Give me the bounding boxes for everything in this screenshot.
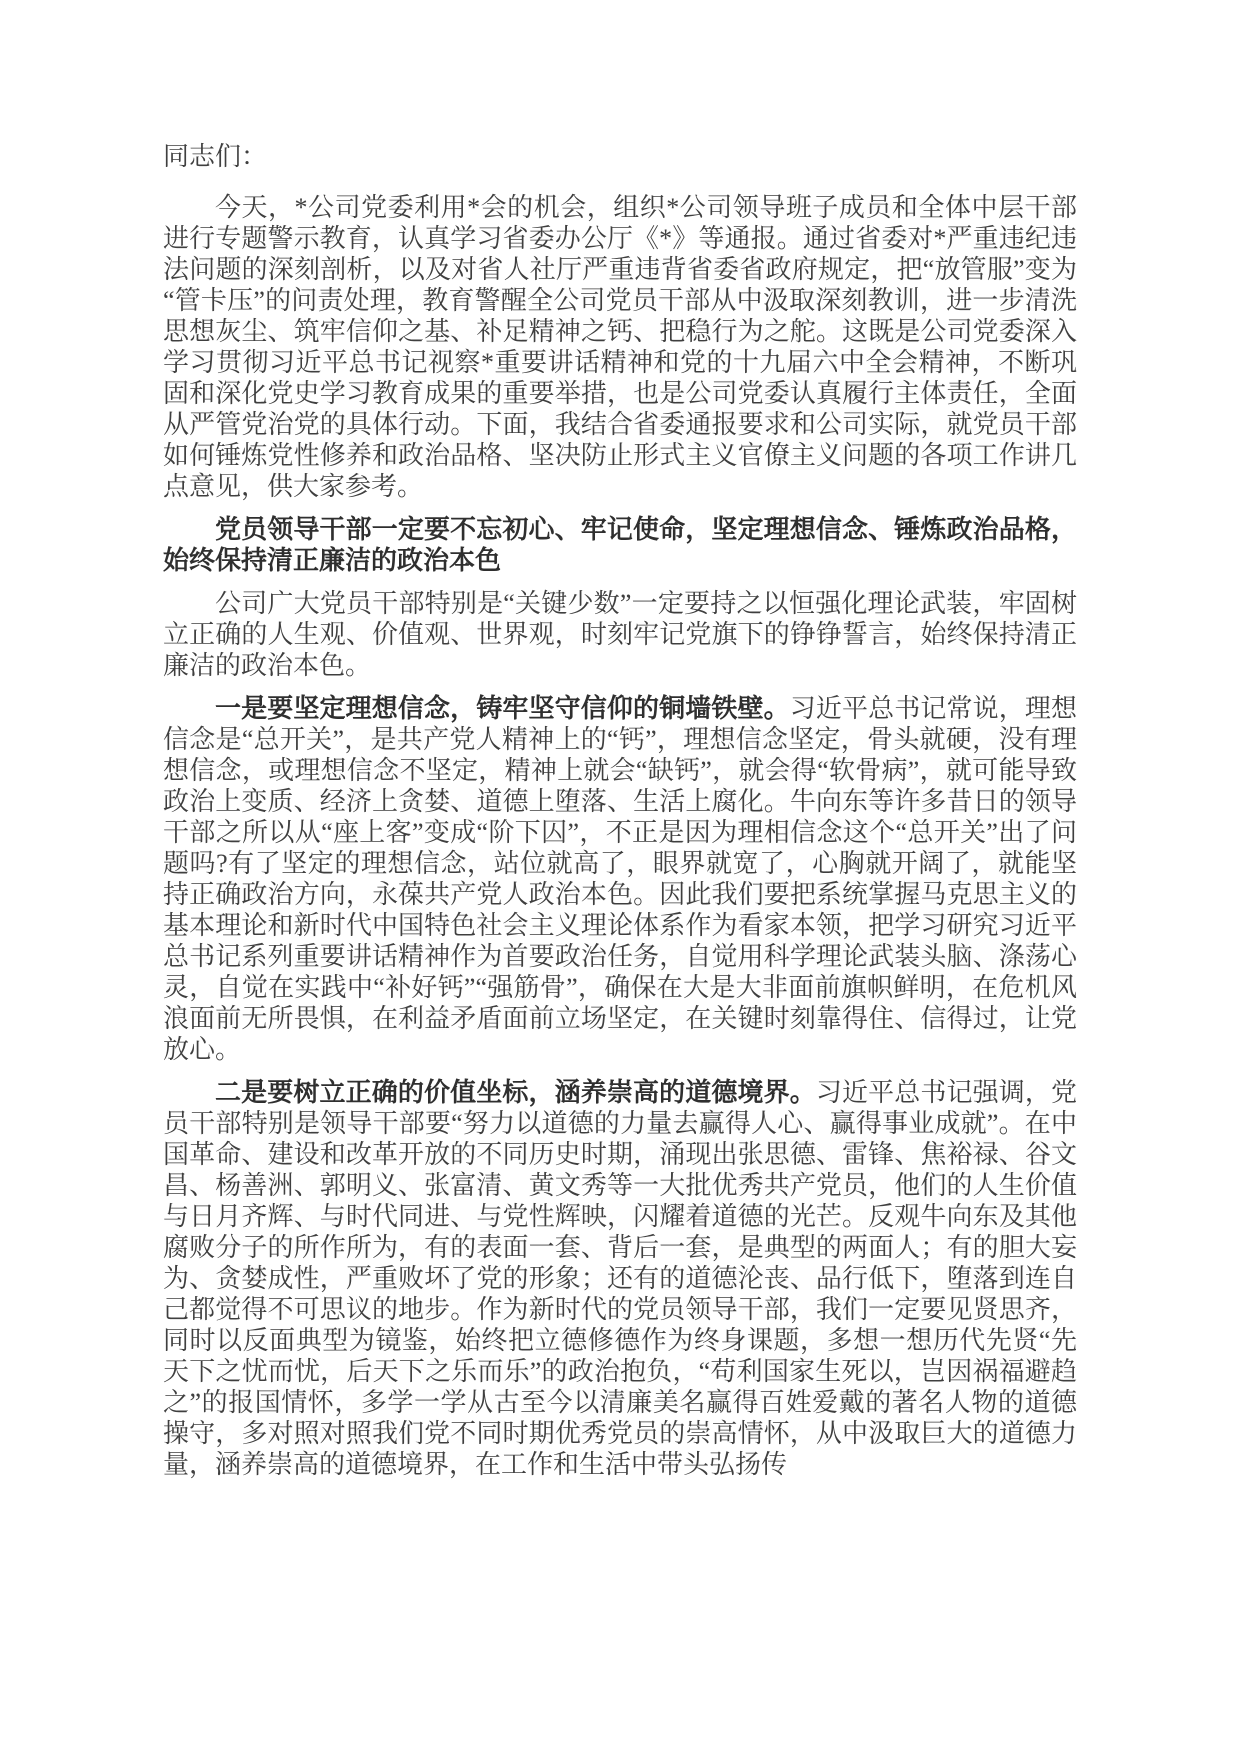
paragraph: 一是要坚定理想信念，铸牢坚守信仰的铜墙铁壁。习近平总书记常说，理想信念是“总开关”，是共产党人精神上的“钙”，理想信念坚定，骨头就硬，没有理想信念，或理想信念不坚定，精神上就会“缺钙”，就会得“软骨病”，就可能导致政治上变质、经济上贪婪、道德上堕落、生活上腐化。牛向东等许多昔日的领导干部之所以从“座上客”变成“阶下囚”，不正是因为理相信念这个“总开关”出了问题吗?有了坚定的理想信念，站位就高了，眼界就宽了，心胸就开阔了，就能坚持正确政治方向，永葆共产党人政治本色。因此我们要把系统掌握马克思主义的基本理论和新时代中国特色社会主义理论体系作为看家本领，把学习研究习近平总书记系列重要讲话精神作为首要政治任务，自觉用科学理论武装头脑、涤荡心灵，自觉在实践中“补好钙”“强筋骨”，确保在大是大非面前旗帜鲜明，在危机风浪面前无所畏惧，在利益矛盾面前立场坚定，在关键时刻靠得住、信得过，让党放心。 <box>163 693 1077 1064</box>
paragraph: 公司广大党员干部特别是“关键少数”一定要持之以恒强化理论武装，牢固树立正确的人生观、价值观、世界观，时刻牢记党旗下的铮铮誓言，始终保持清正廉洁的政治本色。 <box>163 589 1077 680</box>
document-body <box>163 141 1077 1492</box>
paragraph: 今天，*公司党委利用*会的机会，组织*公司领导班子成员和全体中层干部进行专题警示教育，认真学习省委办公厅《*》等通报。通过省委对*严重违纪违法问题的深刻剖析，以及对省人社厅严重违背省委省政府规定，把“放管服”变为“管卡压”的问责处理，教育警醒全公司党员干部从中汲取深刻教训，进一步清洗思想灰尘、筑牢信仰之基、补足精神之钙、把稳行为之舵。这既是公司党委深入学习贯彻习近平总书记视察*重要讲话精神和党的十九届六中全会精神，不断巩固和深化党史学习教育成果的重要举措，也是公司党委认真履行主体责任，全面从严管党治党的具体行动。下面，我结合省委通报要求和公司实际，就党员干部如何锤炼党性修养和政治品格、坚决防止形式主义官僚主义问题的各项工作讲几点意见，供大家参考。 <box>163 193 1077 501</box>
salutation: 同志们： <box>163 142 268 171</box>
section-heading: 党员领导干部一定要不忘初心、牢记使命，坚定理想信念、锤炼政治品格，始终保持清正廉洁的政治本色 <box>163 514 1077 575</box>
paragraph-lead-bold: 二是要树立正确的价值坐标，涵养崇高的道德境界。 <box>215 1077 816 1107</box>
paragraph-lead-bold: 一是要坚定理想信念，铸牢坚守信仰的铜墙铁壁。 <box>215 693 790 723</box>
paragraph-container <box>163 192 1077 1480</box>
paragraph: 二是要树立正确的价值坐标，涵养崇高的道德境界。习近平总书记强调，党员干部特别是领导干部要“努力以道德的力量去赢得人心、赢得事业成就”。在中国革命、建设和改革开放的不同历史时期，涌现出张思德、雷锋、焦裕禄、谷文昌、杨善洲、郭明义、张富清、黄文秀等一大批优秀共产党员，他们的人生价值与日月齐辉、与时代同进、与党性辉映，闪耀着道德的光芒。反观牛向东及其他腐败分子的所作所为，有的表面一套、背后一套，是典型的两面人；有的胆大妄为、贪婪成性，严重败坏了党的形象；还有的道德沦丧、品行低下，堕落到连自己都觉得不可思议的地步。作为新时代的党员领导干部，我们一定要见贤思齐，同时以反面典型为镜鉴，始终把立德修德作为终身课题，多想一想历代先贤“先天下之忧而忧，后天下之乐而乐”的政治抱负，“苟利国家生死以，岂因祸福避趋之”的报国情怀，多学一学从古至今以清廉美名赢得百姓爱戴的著名人物的道德操守，多对照对照我们党不同时期优秀党员的崇高情怀，从中汲取巨大的道德力量，涵养崇高的道德境界，在工作和生活中带头弘扬传 <box>163 1077 1077 1479</box>
